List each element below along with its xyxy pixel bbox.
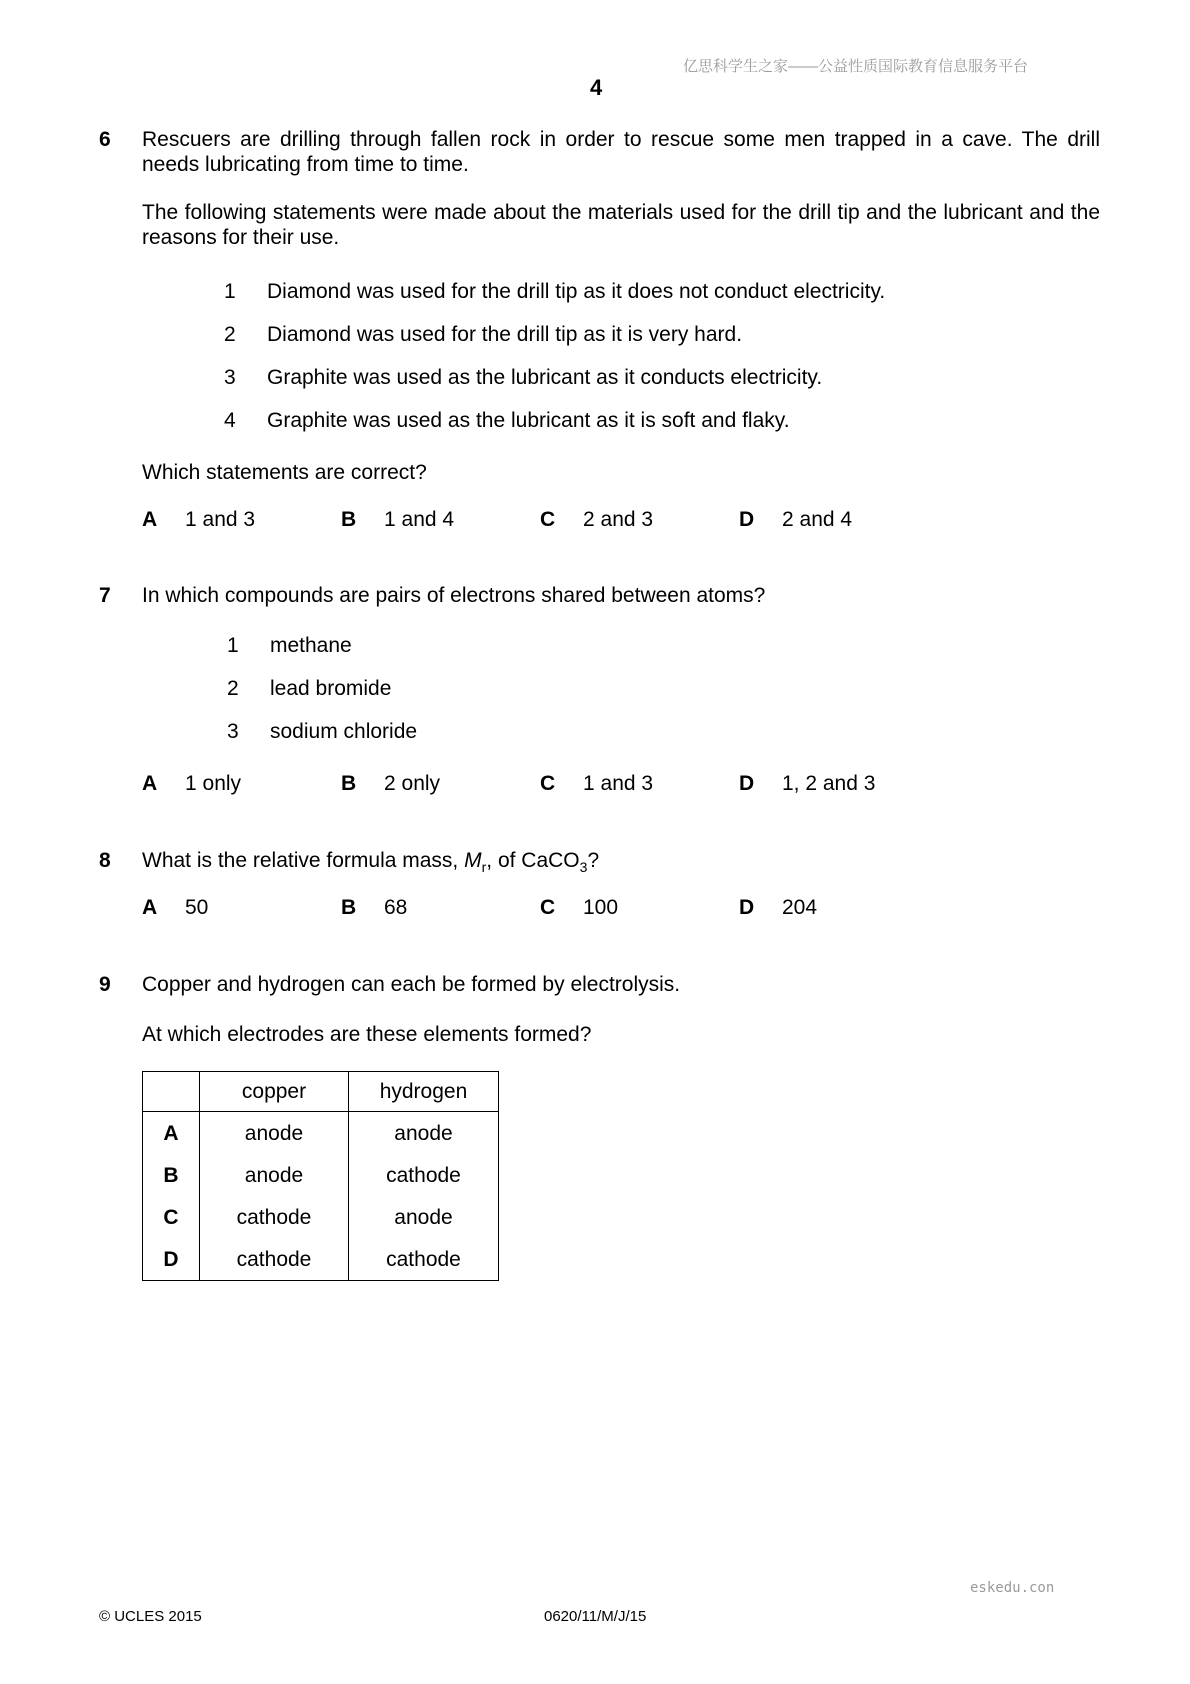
option-letter: D xyxy=(739,896,755,919)
watermark-footer: eskedu.con xyxy=(970,1580,1055,1596)
statement-number: 1 xyxy=(224,280,236,303)
option-text: 1 and 3 xyxy=(185,508,256,531)
question-number: 9 xyxy=(99,973,111,996)
page-number: 4 xyxy=(590,75,603,100)
question-text: The following statements were made about the materials used for the drill tip and the lubricant and the reasons for their use. xyxy=(142,201,1100,249)
table-cell: cathode xyxy=(200,1238,349,1281)
table-row xyxy=(143,1238,499,1281)
option-text: 2 and 3 xyxy=(583,508,654,531)
table-cell-letter: D xyxy=(143,1238,200,1281)
table-header-cell: hydrogen xyxy=(349,1072,499,1112)
option-letter: C xyxy=(540,772,556,795)
option-letter: B xyxy=(341,508,357,531)
watermark-header: 亿思科学生之家——公益性质国际教育信息服务平台 xyxy=(683,58,1029,75)
copyright: © UCLES 2015 xyxy=(99,1608,202,1625)
table-cell: anode xyxy=(200,1112,349,1155)
option-letter: A xyxy=(142,896,158,919)
item-text: sodium chloride xyxy=(270,720,418,743)
option-letter: B xyxy=(341,896,357,919)
formula-subscript: 3 xyxy=(579,859,588,876)
table-cell: cathode xyxy=(349,1238,499,1281)
question-prompt: Which statements are correct? xyxy=(142,461,427,484)
option-text: 1 and 3 xyxy=(583,772,654,795)
relative-mass-symbol: M xyxy=(464,849,482,872)
question-text: Copper and hydrogen can each be formed by electrolysis. xyxy=(142,973,681,996)
table-header-row xyxy=(143,1072,499,1112)
option-text: 50 xyxy=(185,896,209,919)
table-cell: cathode xyxy=(200,1196,349,1238)
question-text xyxy=(142,848,599,880)
item-text: lead bromide xyxy=(270,677,392,700)
relative-mass-subscript: r xyxy=(481,859,487,876)
table-cell-letter: C xyxy=(143,1196,200,1238)
item-number: 3 xyxy=(227,720,239,743)
table-cell: anode xyxy=(200,1154,349,1196)
option-text: 2 and 4 xyxy=(782,508,853,531)
question-text-part: ? xyxy=(587,849,600,872)
item-text: methane xyxy=(270,634,352,657)
table-row xyxy=(143,1196,499,1238)
answer-table xyxy=(142,1071,499,1281)
statement-text: Graphite was used as the lubricant as it is soft and flaky. xyxy=(267,409,790,432)
table-cell: anode xyxy=(349,1112,499,1155)
statement-text: Diamond was used for the drill tip as it does not conduct electricity. xyxy=(267,280,886,303)
item-number: 1 xyxy=(227,634,239,657)
option-text: 204 xyxy=(782,896,818,919)
option-letter: A xyxy=(142,772,158,795)
statement-text: Graphite was used as the lubricant as it conducts electricity. xyxy=(267,366,823,389)
statement-number: 2 xyxy=(224,323,236,346)
option-letter: B xyxy=(341,772,357,795)
question-text-part: What is the relative formula mass, xyxy=(142,849,465,872)
question-text-part: , of CaCO xyxy=(486,849,580,872)
option-letter: C xyxy=(540,896,556,919)
table-row xyxy=(143,1112,499,1155)
table-cell-letter: A xyxy=(143,1112,200,1155)
paper-code: 0620/11/M/J/15 xyxy=(544,1608,647,1625)
statement-number: 4 xyxy=(224,409,236,432)
table-header-cell xyxy=(143,1072,200,1112)
option-letter: D xyxy=(739,772,755,795)
option-text: 1 only xyxy=(185,772,242,795)
question-number: 7 xyxy=(99,584,111,607)
statement-number: 3 xyxy=(224,366,236,389)
question-number: 6 xyxy=(99,128,111,151)
option-letter: C xyxy=(540,508,556,531)
table-header-cell: copper xyxy=(200,1072,349,1112)
table-cell: cathode xyxy=(349,1154,499,1196)
question-prompt: At which electrodes are these elements formed? xyxy=(142,1023,592,1046)
option-text: 2 only xyxy=(384,772,441,795)
question-number: 8 xyxy=(99,849,111,872)
table-cell: anode xyxy=(349,1196,499,1238)
statement-text: Diamond was used for the drill tip as it is very hard. xyxy=(267,323,743,346)
question-text: Rescuers are drilling through fallen rock in order to rescue some men trapped in a cave. The drill needs lubricating from time to time. xyxy=(142,128,1100,176)
option-text: 1 and 4 xyxy=(384,508,455,531)
option-letter: D xyxy=(739,508,755,531)
option-letter: A xyxy=(142,508,158,531)
option-text: 1, 2 and 3 xyxy=(782,772,876,795)
option-text: 68 xyxy=(384,896,408,919)
item-number: 2 xyxy=(227,677,239,700)
option-text: 100 xyxy=(583,896,619,919)
table-row xyxy=(143,1154,499,1196)
table-cell-letter: B xyxy=(143,1154,200,1196)
question-text: In which compounds are pairs of electrons shared between atoms? xyxy=(142,584,766,607)
